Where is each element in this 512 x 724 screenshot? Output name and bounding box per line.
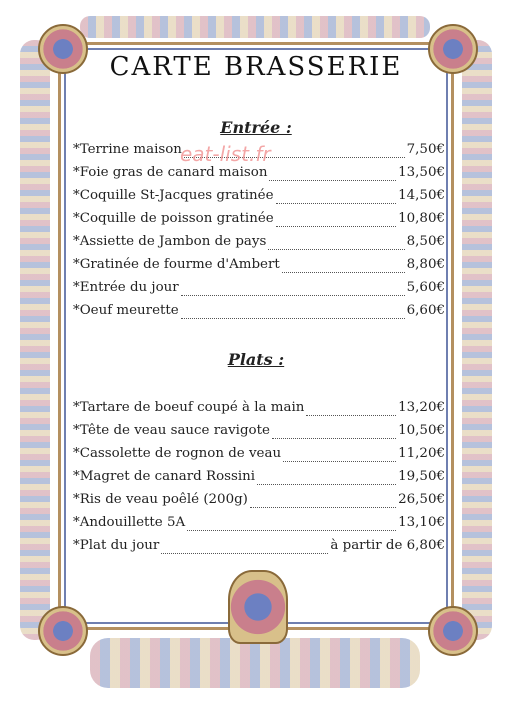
item-name: *Tartare de boeuf coupé à la main (73, 400, 305, 415)
item-price: 13,10€ (398, 515, 445, 530)
dot-leader (268, 249, 404, 250)
item-name: *Entrée du jour (73, 280, 179, 295)
dot-leader (272, 438, 396, 439)
item-name: *Gratinée de fourme d'Ambert (73, 257, 280, 272)
item-name: *Magret de canard Rossini (73, 469, 256, 484)
ornament-medallion-bottom-left (38, 606, 88, 656)
ornament-fleuron-bottom-center (228, 570, 288, 644)
entree-list (73, 142, 445, 326)
item-price: 13,50€ (398, 165, 445, 180)
dot-leader (187, 530, 396, 531)
item-name: *Assiette de Jambon de pays (73, 234, 267, 249)
item-name: *Coquille St-Jacques gratinée (73, 188, 274, 203)
list-item (73, 515, 445, 538)
dot-leader (181, 295, 405, 296)
item-name: *Foie gras de canard maison (73, 165, 268, 180)
item-price: 8,50€ (406, 234, 445, 249)
floral-border-left (20, 40, 50, 640)
section-heading-plats: Plats : (227, 350, 285, 369)
list-item (73, 469, 445, 492)
list-item (73, 303, 445, 326)
item-price: 5,60€ (406, 280, 445, 295)
item-price: 6,60€ (406, 303, 445, 318)
menu-title: CARTE BRASSERIE (109, 52, 403, 82)
list-item (73, 165, 445, 188)
item-name: *Plat du jour (73, 538, 160, 553)
dot-leader (161, 553, 328, 554)
list-item (73, 257, 445, 280)
watermark-text: eat-list.fr (180, 142, 271, 166)
item-name: *Tête de veau sauce ravigote (73, 423, 270, 438)
list-item (73, 446, 445, 469)
list-item (73, 400, 445, 423)
item-name: *Ris de veau poêlé (200g) (73, 492, 248, 507)
list-item (73, 234, 445, 257)
item-price: 26,50€ (398, 492, 445, 507)
floral-border-top (80, 16, 430, 38)
item-name: *Cassolette de rognon de veau (73, 446, 282, 461)
item-price: à partir de 6,80€ (330, 538, 445, 553)
item-price: 10,80€ (398, 211, 445, 226)
section-heading-entree: Entrée : (220, 118, 292, 137)
list-item (73, 492, 445, 515)
item-price: 13,20€ (398, 400, 445, 415)
ornament-medallion-bottom-right (428, 606, 478, 656)
dot-leader (181, 318, 405, 319)
item-name: *Andouillette 5A (73, 515, 186, 530)
item-price: 11,20€ (398, 446, 445, 461)
item-name: *Oeuf meurette (73, 303, 179, 318)
list-item (73, 211, 445, 234)
dot-leader (250, 507, 396, 508)
item-name: *Coquille de poisson gratinée (73, 211, 274, 226)
item-price: 10,50€ (398, 423, 445, 438)
list-item (73, 423, 445, 446)
list-item (73, 538, 445, 561)
item-name: *Terrine maison (73, 142, 182, 157)
dot-leader (276, 203, 397, 204)
item-price: 14,50€ (398, 188, 445, 203)
dot-leader (276, 226, 396, 227)
list-item (73, 280, 445, 303)
dot-leader (306, 415, 396, 416)
item-price: 19,50€ (398, 469, 445, 484)
item-price: 8,80€ (406, 257, 445, 272)
dot-leader (283, 461, 396, 462)
list-item (73, 188, 445, 211)
plats-list (73, 400, 445, 561)
dot-leader (282, 272, 405, 273)
dot-leader (257, 484, 396, 485)
floral-border-bottom (90, 638, 420, 688)
floral-border-right (462, 40, 492, 640)
item-price: 7,50€ (406, 142, 445, 157)
dot-leader (269, 180, 396, 181)
